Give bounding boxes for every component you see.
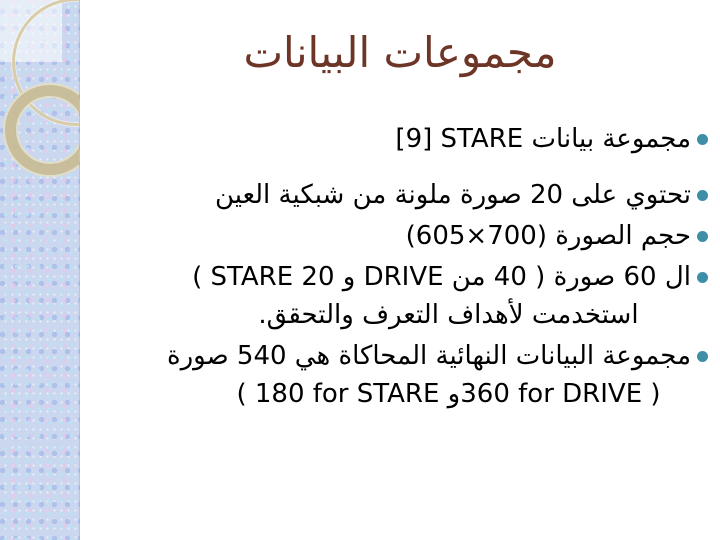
bullet-icon <box>697 351 708 362</box>
bullet-item <box>96 337 708 413</box>
bullet-line: تحتوي على 20 صورة ملونة من شبكية العين <box>214 180 691 210</box>
bullet-text <box>96 217 691 255</box>
bullet-line: مجموعة البيانات النهائية المحاكاة هي 540 صورة <box>166 341 691 371</box>
bullet-text <box>96 120 691 158</box>
bullet-icon <box>697 272 708 283</box>
bullet-item <box>96 217 708 255</box>
bullet-item <box>96 176 708 214</box>
bullet-icon <box>697 231 708 242</box>
bullet-icon <box>697 190 708 201</box>
bullet-line: حجم الصورة (700×605) <box>405 221 691 251</box>
slide-title: مجموعات البيانات <box>243 28 557 77</box>
bullet-item <box>96 120 708 158</box>
bullet-line: مجموعة بيانات STARE ‏[9] <box>395 124 691 154</box>
bullet-icon <box>697 134 708 145</box>
sidebar-decoration <box>0 0 80 540</box>
bullet-text <box>96 258 691 334</box>
bullet-line: ( ⁦360 for DRIVE⁩و ⁦180 for STARE⁩ ) <box>236 379 661 409</box>
decor-circle-ring-icon <box>5 85 80 175</box>
bullet-text <box>96 176 691 214</box>
bullet-list <box>96 120 708 416</box>
bullet-item <box>96 258 708 334</box>
bullet-line: استخدمت لأهداف التعرف والتحقق. <box>258 300 639 330</box>
bullet-text <box>96 337 691 413</box>
bullet-line: ال 60 صورة ( 40 من DRIVE و STARE 20 ) <box>192 262 691 292</box>
